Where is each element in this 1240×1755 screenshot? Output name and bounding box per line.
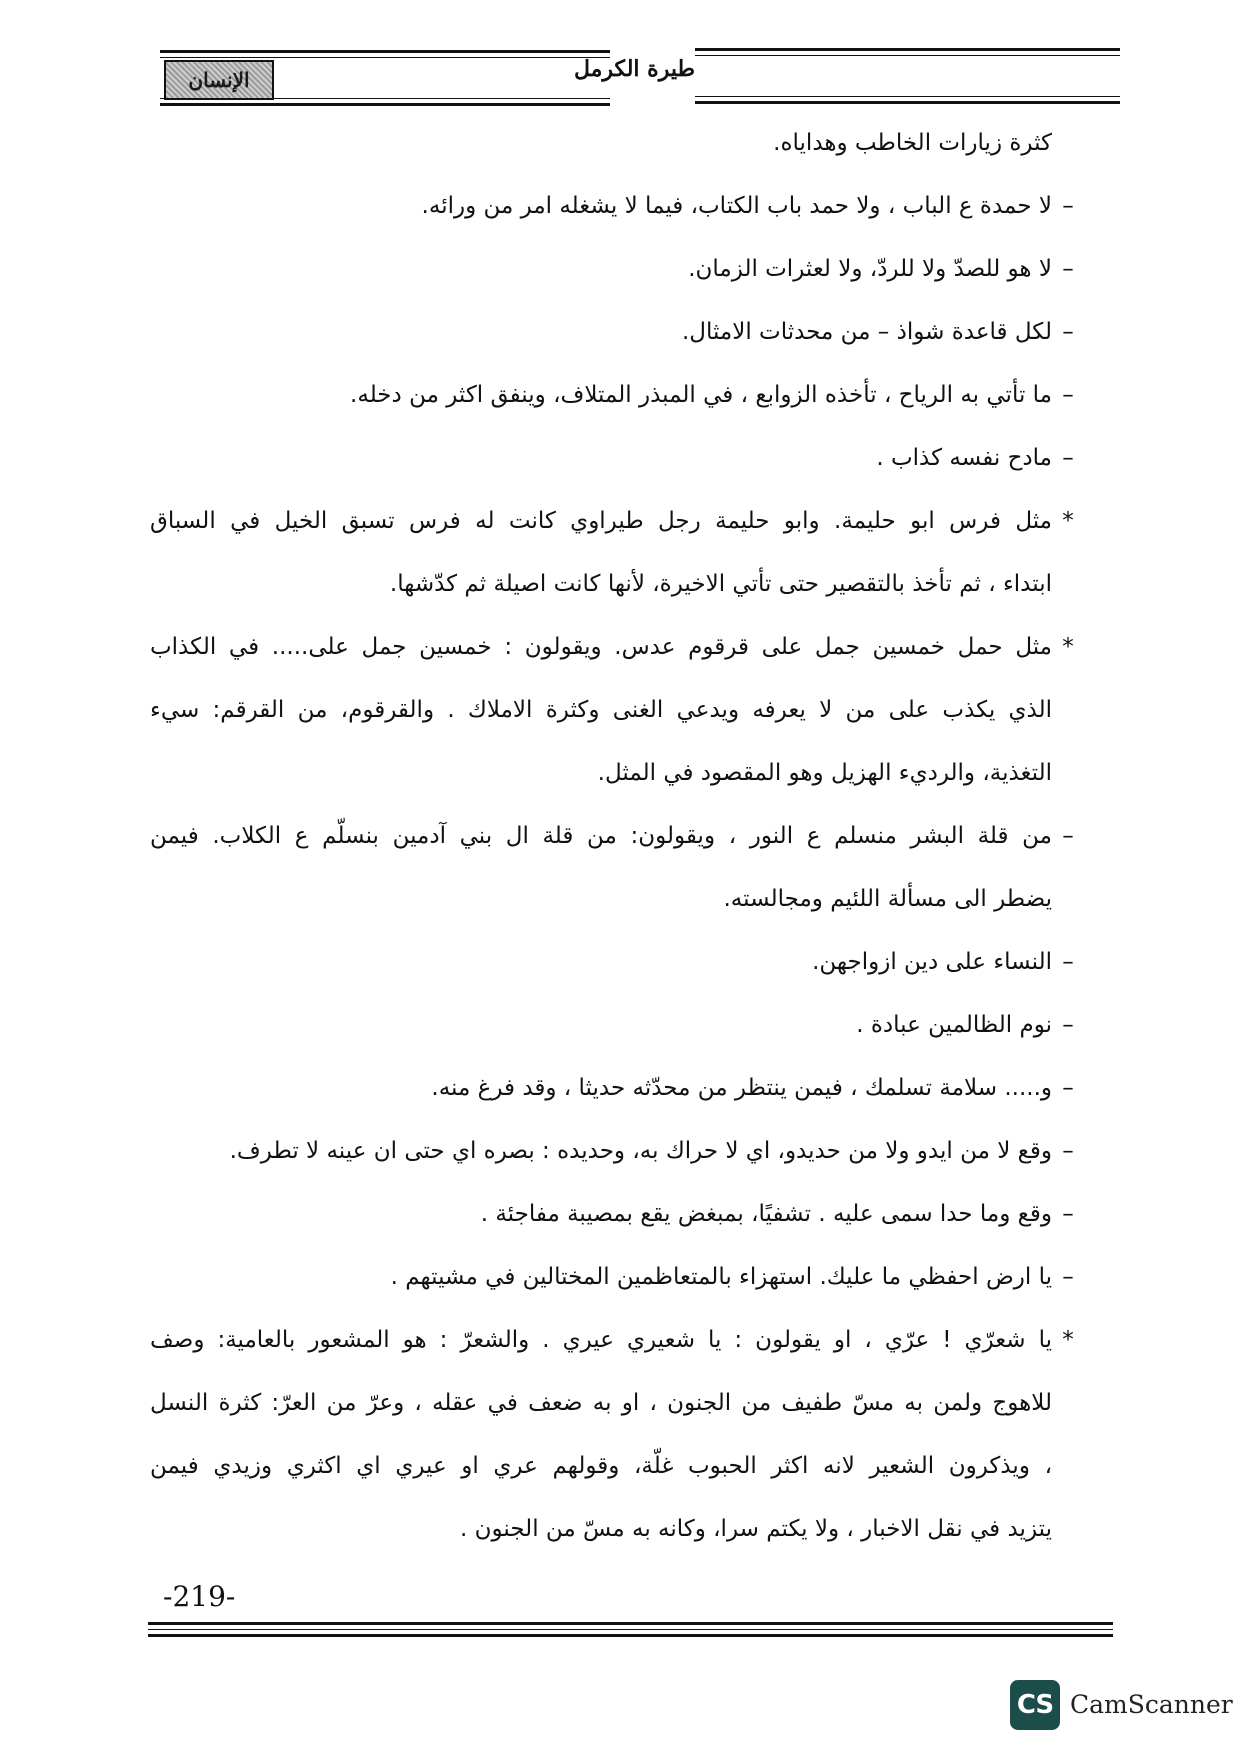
paragraph [150,1325,1080,1544]
text-line: لا هو للصدّ ولا للردّ، ولا لعثرات الزمان. [688,256,1052,282]
text-line: نوم الظالمين عبادة . [856,1012,1052,1038]
paragraph [150,317,1080,347]
paragraph [150,1010,1080,1040]
dash-marker: – [1062,319,1074,345]
paragraph [150,254,1080,284]
text-line: لكل قاعدة شواذ – من محدثات الامثال. [681,319,1052,345]
paragraph [150,443,1080,473]
paragraph [150,821,1080,914]
text-line: مادح نفسه كذاب . [876,445,1052,471]
paragraph [150,380,1080,410]
dash-marker: – [1062,949,1074,975]
header-rule-right [695,48,1120,108]
text-line: يا ارض احفظي ما عليك. استهزاء بالمتعاظمين المختالين في مشيتهم . [390,1264,1052,1290]
paragraph [150,128,1080,158]
camscanner-app-name: CamScanner [1070,1690,1233,1719]
dash-marker: – [1062,1012,1074,1038]
dash-marker: – [1062,193,1074,219]
dash-marker: – [1062,823,1074,849]
dash-marker: – [1062,1138,1074,1164]
text-line: يتزيد في نقل الاخبار ، ولا يكتم سرا، وكانه به مسّ من الجنون . [460,1516,1052,1542]
asterisk-marker: * [1062,634,1074,660]
paragraph [150,191,1080,221]
paragraph [150,1073,1080,1103]
text-line: مثل فرس ابو حليمة. وابو حليمة رجل طيراوي كانت له فرس تسبق الخيل في السباق [150,508,1052,534]
asterisk-marker: * [1062,508,1074,534]
paragraph [150,632,1080,788]
page-number: -219- [163,1580,236,1613]
text-line: ما تأتي به الرياح ، تأخذه الزوابع ، في المبذر المتلاف، وينفق اكثر من دخله. [350,382,1052,408]
camscanner-logo-icon: CS [1010,1680,1060,1730]
text-line: الذي يكذب على من لا يعرفه ويدعي الغنى وكثرة الاملاك . والقرقوم، من القرقم: سيء [150,697,1052,723]
text-line: يا شعرّي ! عرّي ، او يقولون : يا شعيري عيري . والشعرّ : هو المشعور بالعامية: وصف [150,1327,1052,1353]
text-line: مثل حمل خمسين جمل على قرقوم عدس. ويقولون : خمسين جمل على..... في الكذاب [150,634,1052,660]
dash-marker: – [1062,382,1074,408]
paragraph [150,1136,1080,1166]
text-line: يضطر الى مسألة اللئيم ومجالسته. [723,886,1052,912]
dash-marker: – [1062,445,1074,471]
paragraph [150,947,1080,977]
section-label: الإنسان [188,68,250,92]
dash-marker: – [1062,256,1074,282]
paragraph [150,1199,1080,1229]
text-line: النساء على دين ازواجهن. [812,949,1052,975]
text-line: ابتداء ، ثم تأخذ بالتقصير حتى تأتي الاخيرة، لأنها كانت اصيلة ثم كدّشها. [389,571,1052,597]
page-header [160,44,1120,110]
section-label-box [164,60,274,100]
text-line: لا حمدة ع الباب ، ولا حمد باب الكتاب، فيما لا يشغله امر من ورائه. [421,193,1052,219]
text-line: للاهوج ولمن به مسّ طفيف من الجنون ، او به ضعف في عقله ، وعرّ من العرّ: كثرة النسل [150,1390,1052,1416]
text-line: التغذية، والرديء الهزيل وهو المقصود في المثل. [597,760,1052,786]
body-text [150,128,1080,1577]
asterisk-marker: * [1062,1327,1074,1353]
text-line: كثرة زيارات الخاطب وهداياه. [773,130,1052,156]
text-line: وقع وما حدا سمى عليه . تشفيًا، بمبغض يقع بمصيبة مفاجئة . [480,1201,1052,1227]
text-line: وقع لا من ايدو ولا من حديدو، اي لا حراك به، وحديده : بصره اي حتى ان عينه لا تطرف. [229,1138,1052,1164]
camscanner-watermark [1010,1680,1233,1730]
paragraph [150,1262,1080,1292]
text-line: و..... سلامة تسلمك ، فيمن ينتظر من محدّثه حديثا ، وقد فرغ منه. [431,1075,1052,1101]
footer-rule [148,1622,1113,1638]
book-title: طيرة الكرمل [573,56,695,82]
text-line: ، ويذكرون الشعير لانه اكثر الحبوب غلّة، وقولهم عري او عيري اي اكثري وزيدي فيمن [150,1453,1052,1479]
dash-marker: – [1062,1075,1074,1101]
text-line: من قلة البشر منسلم ع النور ، ويقولون: من قلة ال بني آدمين بنسلّم ع الكلاب. فيمن [150,823,1052,849]
header-rule-left [160,48,610,108]
dash-marker: – [1062,1201,1074,1227]
dash-marker: – [1062,1264,1074,1290]
paragraph [150,506,1080,599]
